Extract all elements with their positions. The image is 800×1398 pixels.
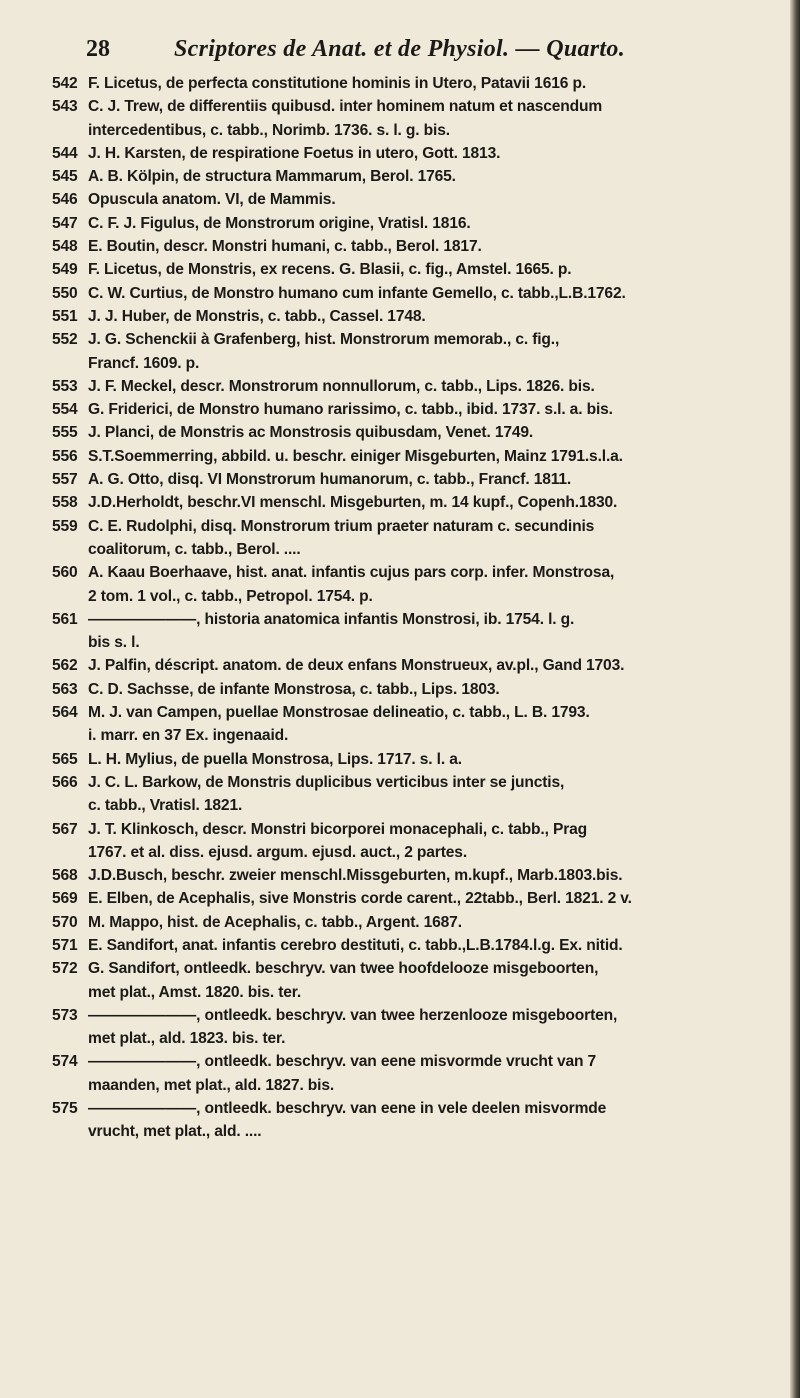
- entry-text: J. F. Meckel, descr. Monstrorum nonnullorum, c. tabb., Lips. 1826. bis.: [88, 377, 595, 395]
- entry-text: C. J. Trew, de differentiis quibusd. inter hominem natum et nascendum: [88, 98, 603, 116]
- catalogue-entry: [52, 701, 788, 748]
- page-header: [86, 36, 726, 72]
- entry-number: 565: [52, 750, 78, 768]
- entry-text: G. Sandifort, ontleedk. beschryv. van twee hoofdelooze misgeboorten,: [88, 960, 599, 978]
- entry-number: 555: [52, 424, 78, 442]
- catalogue-entry: [52, 188, 788, 211]
- catalogue-entry: [52, 934, 788, 957]
- entry-text: C. E. Rudolphi, disq. Monstrorum trium praeter naturam c. secundinis: [88, 517, 595, 535]
- catalogue-entries: [52, 72, 788, 1144]
- entry-text: M. Mappo, hist. de Acephalis, c. tabb., Argent. 1687.: [88, 913, 462, 931]
- entry-text: F. Licetus, de perfecta constitutione hominis in Utero, Patavii 1616 p.: [88, 75, 586, 92]
- catalogue-entry: [52, 142, 788, 165]
- entry-text: J. C. L. Barkow, de Monstris duplicibus verticibus inter se junctis,: [88, 773, 565, 791]
- entry-number: 572: [52, 960, 78, 978]
- entry-number: 553: [52, 377, 78, 395]
- entry-text: S.T.Soemmerring, abbild. u. beschr. einiger Misgeburten, Mainz 1791.s.l.a.: [88, 447, 623, 465]
- entry-number: 571: [52, 936, 78, 954]
- catalogue-entry: [52, 375, 788, 398]
- entry-number: 549: [52, 261, 78, 279]
- entry-text: G. Friderici, de Monstro humano rarissimo, c. tabb., ibid. 1737. s.l. a. bis.: [88, 401, 613, 419]
- page-edge-shadow: [790, 0, 800, 1398]
- catalogue-entry: [52, 748, 788, 771]
- catalogue-entry: [52, 491, 788, 514]
- entry-number: 563: [52, 680, 78, 698]
- entry-number: 570: [52, 913, 78, 931]
- catalogue-entry: [52, 654, 788, 677]
- entry-continuation: met plat., ald. 1823. bis. ter.: [88, 1030, 286, 1048]
- entry-text: J. J. Huber, de Monstris, c. tabb., Cassel. 1748.: [88, 307, 426, 325]
- entry-number: 573: [52, 1006, 78, 1024]
- entry-number: 568: [52, 867, 78, 885]
- catalogue-entry: [52, 165, 788, 188]
- entry-text: ———————, historia anatomica infantis Monstrosi, ib. 1754. l. g.: [88, 610, 575, 628]
- entry-text: J.D.Herholdt, beschr.VI menschl. Misgeburten, m. 14 kupf., Copenh.1830.: [88, 494, 618, 512]
- catalogue-entry: [52, 398, 788, 421]
- entry-text: C. W. Curtius, de Monstro humano cum infante Gemello, c. tabb.,L.B.1762.: [88, 284, 626, 302]
- page-number: 28: [86, 36, 110, 62]
- entry-text: J. T. Klinkosch, descr. Monstri bicorporei monacephali, c. tabb., Prag: [88, 820, 588, 838]
- entry-text: L. H. Mylius, de puella Monstrosa, Lips. 1717. s. l. a.: [88, 750, 462, 768]
- entry-continuation: intercedentibus, c. tabb., Norimb. 1736. s. l. g. bis.: [88, 121, 450, 139]
- catalogue-entry: [52, 95, 788, 142]
- entry-text: C. D. Sachsse, de infante Monstrosa, c. tabb., Lips. 1803.: [88, 680, 500, 698]
- catalogue-entry: [52, 468, 788, 491]
- entry-text: Opuscula anatom. VI, de Mammis.: [88, 191, 336, 209]
- entry-continuation: coalitorum, c. tabb., Berol. ....: [88, 540, 301, 558]
- catalogue-entry: [52, 212, 788, 235]
- entry-text: ———————, ontleedk. beschryv. van eene misvormde vrucht van 7: [88, 1053, 597, 1071]
- entry-text: A. G. Otto, disq. VI Monstrorum humanorum, c. tabb., Francf. 1811.: [88, 471, 572, 489]
- entry-number: 543: [52, 98, 78, 116]
- catalogue-entry: [52, 1097, 788, 1144]
- entry-number: 566: [52, 773, 78, 791]
- entry-text: E. Boutin, descr. Monstri humani, c. tabb., Berol. 1817.: [88, 238, 482, 256]
- catalogue-entry: [52, 421, 788, 444]
- entry-number: 558: [52, 494, 78, 512]
- entry-text: J. G. Schenckii à Grafenberg, hist. Monstrorum memorab., c. fig.,: [88, 331, 560, 349]
- entry-number: 547: [52, 214, 78, 232]
- entry-continuation: 2 tom. 1 vol., c. tabb., Petropol. 1754. p.: [88, 587, 373, 605]
- entry-number: 557: [52, 471, 78, 489]
- entry-number: 569: [52, 890, 78, 908]
- entry-text: A. B. Kölpin, de structura Mammarum, Berol. 1765.: [88, 168, 456, 186]
- entry-text: E. Elben, de Acephalis, sive Monstris corde carent., 22tabb., Berl. 1821. 2 v.: [88, 890, 632, 908]
- catalogue-entry: [52, 235, 788, 258]
- catalogue-entry: [52, 328, 788, 375]
- entry-number: 564: [52, 704, 78, 722]
- catalogue-entry: [52, 818, 788, 865]
- entry-number: 545: [52, 168, 78, 186]
- entry-number: 550: [52, 284, 78, 302]
- entry-number: 546: [52, 191, 78, 209]
- catalogue-entry: [52, 957, 788, 1004]
- catalogue-entry: [52, 771, 788, 818]
- catalogue-entry: [52, 445, 788, 468]
- entry-number: 561: [52, 610, 78, 628]
- catalogue-entry: [52, 911, 788, 934]
- entry-continuation: i. marr. en 37 Ex. ingenaaid.: [88, 727, 289, 745]
- entry-text: E. Sandifort, anat. infantis cerebro destituti, c. tabb.,L.B.1784.l.g. Ex. nitid.: [88, 936, 623, 954]
- catalogue-entry: [52, 1004, 788, 1051]
- entry-text: ———————, ontleedk. beschryv. van twee herzenlooze misgeboorten,: [88, 1006, 618, 1024]
- catalogue-entry: [52, 515, 788, 562]
- entry-number: 574: [52, 1053, 78, 1071]
- entry-text: J. Palfin, déscript. anatom. de deux enfans Monstrueux, av.pl., Gand 1703.: [88, 657, 625, 675]
- catalogue-entry: [52, 678, 788, 701]
- entry-continuation: Francf. 1609. p.: [88, 354, 200, 372]
- catalogue-entry: [52, 305, 788, 328]
- entry-text: ———————, ontleedk. beschryv. van eene in vele deelen misvormde: [88, 1100, 607, 1118]
- catalogue-entry: [52, 608, 788, 655]
- entry-text: J.D.Busch, beschr. zweier menschl.Missgeburten, m.kupf., Marb.1803.bis.: [88, 867, 623, 885]
- entry-number: 544: [52, 144, 78, 162]
- catalogue-entry: [52, 864, 788, 887]
- entry-text: C. F. J. Figulus, de Monstrorum origine, Vratisl. 1816.: [88, 214, 471, 232]
- catalogue-entry: [52, 72, 788, 95]
- entry-text: F. Licetus, de Monstris, ex recens. G. Blasii, c. fig., Amstel. 1665. p.: [88, 261, 572, 279]
- entry-continuation: maanden, met plat., ald. 1827. bis.: [88, 1076, 335, 1094]
- entry-text: A. Kaau Boerhaave, hist. anat. infantis cujus pars corp. infer. Monstrosa,: [88, 564, 615, 582]
- entry-number: 559: [52, 517, 78, 535]
- entry-text: J. Planci, de Monstris ac Monstrosis quibusdam, Venet. 1749.: [88, 424, 534, 442]
- running-title: Scriptores de Anat. et de Physiol. — Quarto.: [174, 36, 625, 62]
- catalogue-entry: [52, 258, 788, 281]
- catalogue-entry: [52, 1050, 788, 1097]
- entry-number: 562: [52, 657, 78, 675]
- catalogue-entry: [52, 282, 788, 305]
- entry-continuation: bis s. l.: [88, 634, 140, 652]
- entry-text: M. J. van Campen, puellae Monstrosae delineatio, c. tabb., L. B. 1793.: [88, 704, 590, 722]
- entry-number: 551: [52, 307, 78, 325]
- entry-continuation: vrucht, met plat., ald. ....: [88, 1123, 262, 1141]
- entry-continuation: c. tabb., Vratisl. 1821.: [88, 797, 243, 815]
- entry-number: 575: [52, 1100, 78, 1118]
- entry-number: 542: [52, 75, 78, 92]
- catalogue-entry: [52, 561, 788, 608]
- entry-text: J. H. Karsten, de respiratione Foetus in utero, Gott. 1813.: [88, 144, 501, 162]
- entry-number: 552: [52, 331, 78, 349]
- entry-number: 548: [52, 238, 78, 256]
- entry-number: 567: [52, 820, 78, 838]
- entry-number: 560: [52, 564, 78, 582]
- entry-number: 554: [52, 401, 78, 419]
- entry-number: 556: [52, 447, 78, 465]
- entry-continuation: 1767. et al. diss. ejusd. argum. ejusd. auct., 2 partes.: [88, 843, 467, 861]
- entry-continuation: met plat., Amst. 1820. bis. ter.: [88, 983, 302, 1001]
- catalogue-entry: [52, 887, 788, 910]
